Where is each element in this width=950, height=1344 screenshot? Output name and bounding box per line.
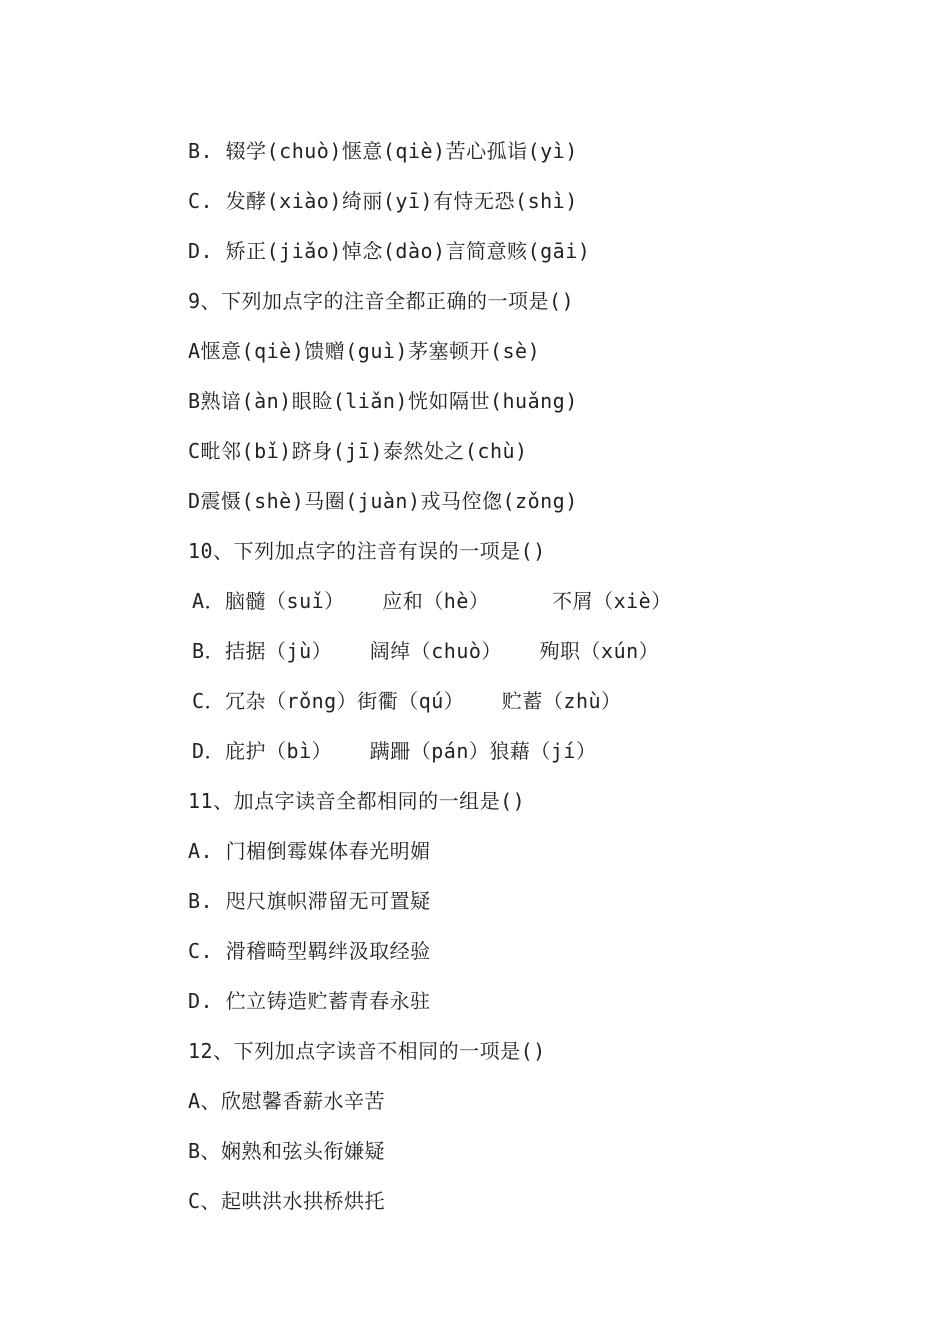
option-line: D. 矫正(jiǎo)悼念(dào)言简意赅(gāi) [188,239,591,263]
option-line: A、欣慰馨香薪水辛苦 [188,1089,386,1113]
option-line: A. 门楣倒霉媒体春光明媚 [188,839,431,863]
option-line: A．脑髓（suǐ） 应和（hè） 不屑（xiè） [192,589,672,613]
question-12: 12、下列加点字读音不相同的一项是() [188,1039,546,1063]
option-line: D震慑(shè)马圈(juàn)戎马倥偬(zǒng) [188,489,578,513]
question-11: 11、加点字读音全都相同的一组是() [188,789,526,813]
option-line: B熟谙(àn)眼睑(liǎn)恍如隔世(huǎng) [188,389,578,413]
option-line: C毗邻(bǐ)跻身(jī)泰然处之(chù) [188,439,528,463]
option-line: C. 发酵(xiào)绮丽(yī)有恃无恐(shì) [188,189,578,213]
option-line: B. 咫尺旗帜滞留无可置疑 [188,889,431,913]
option-line: D．庇护（bì） 蹒跚（pán）狼藉（jí） [192,739,597,763]
document-body [188,133,908,1233]
option-line: B、娴熟和弦头衔嫌疑 [188,1139,386,1163]
option-line: B．拮据（jù） 阔绰（chuò） 殉职（xún） [192,639,660,663]
question-9: 9、下列加点字的注音全都正确的一项是() [188,289,575,313]
option-line: C．冗杂（rǒng）街衢（qú） 贮蓄（zhù） [192,689,622,713]
option-line: D. 伫立铸造贮蓄青春永驻 [188,989,431,1013]
question-10: 10、下列加点字的注音有误的一项是() [188,539,546,563]
option-line: B. 辍学(chuò)惬意(qiè)苦心孤诣(yì) [188,139,578,163]
option-line: C、起哄洪水拱桥烘托 [188,1189,386,1213]
option-line: A惬意(qiè)馈赠(guì)茅塞顿开(sè) [188,339,541,363]
option-line: C. 滑稽畸型羁绊汲取经验 [188,939,431,963]
